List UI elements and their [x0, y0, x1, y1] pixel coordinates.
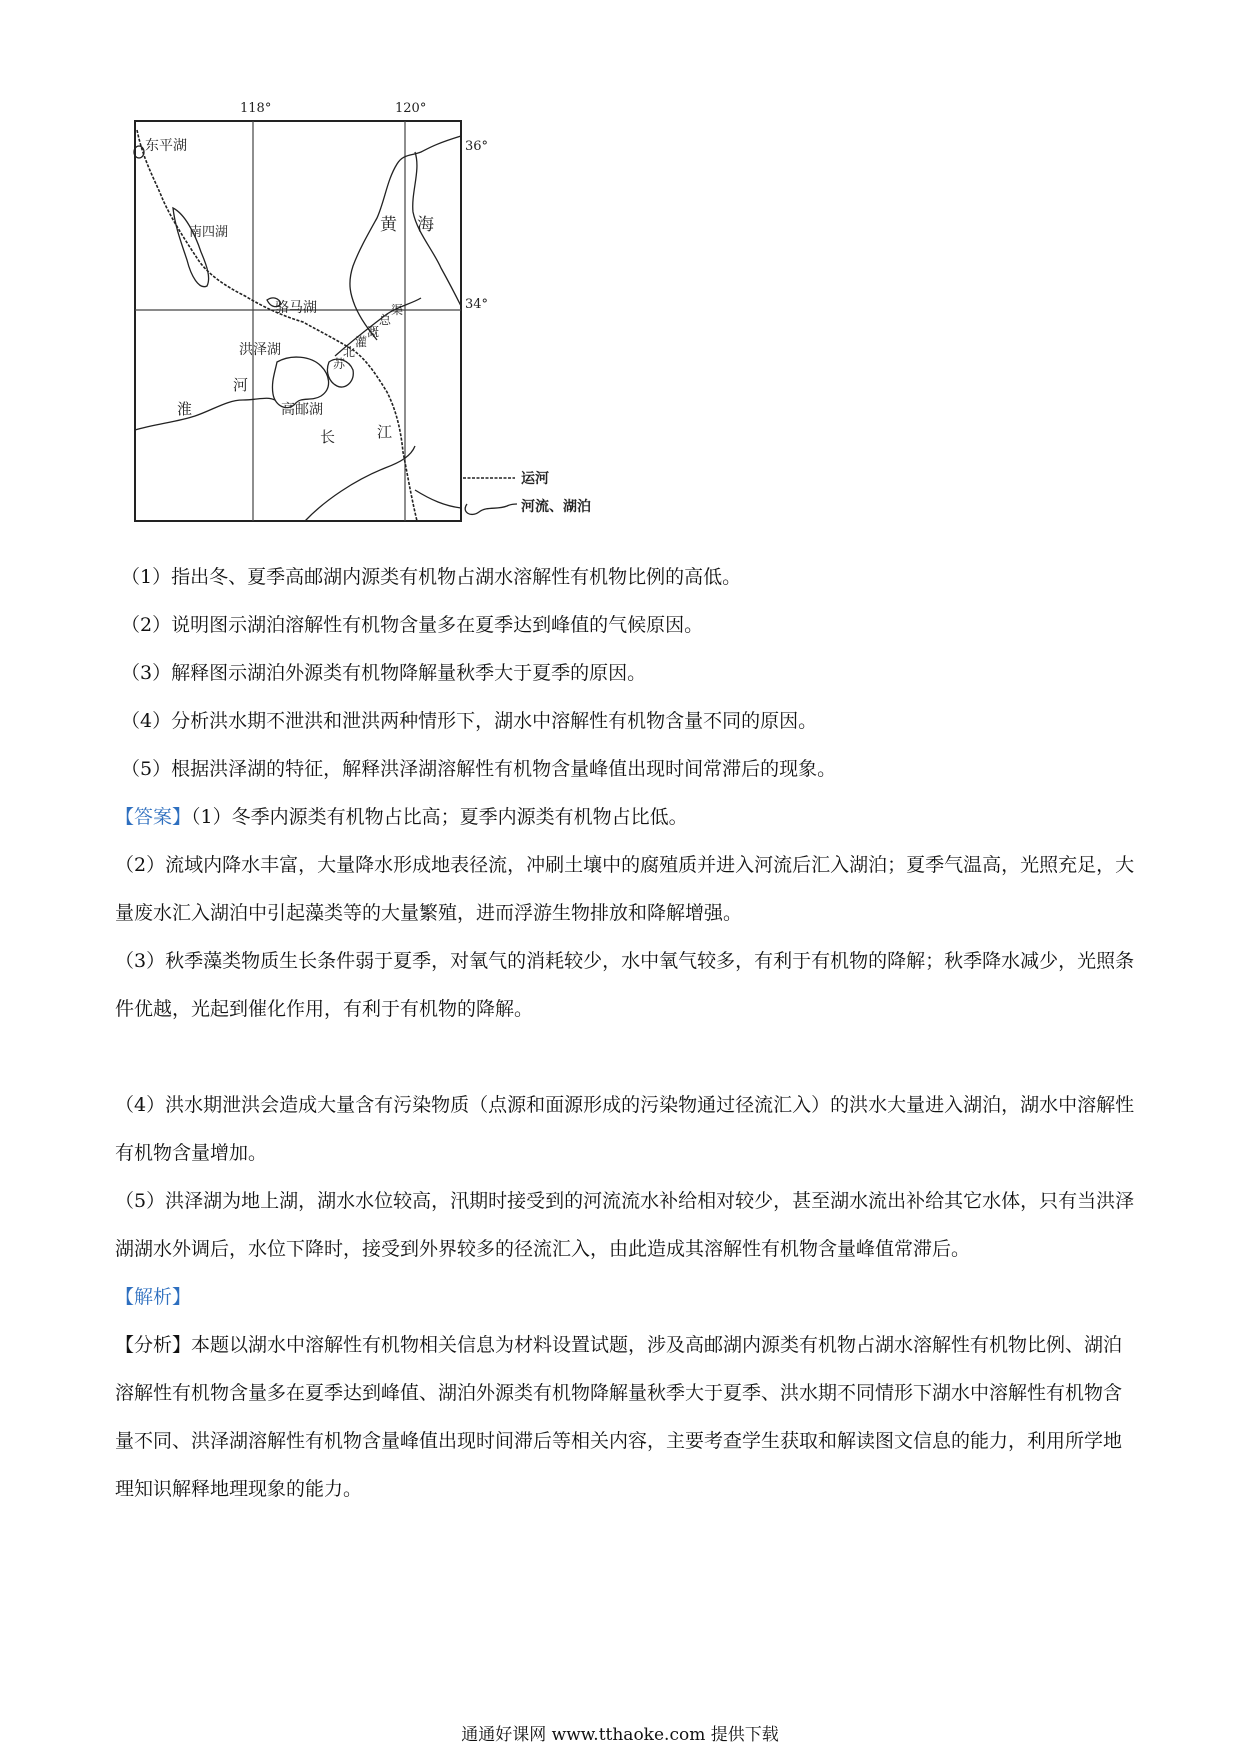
yangtze-river	[305, 446, 415, 521]
question-5: （5）根据洪泽湖的特征，解释洪泽湖溶解性有机物含量峰值出现时间常滞后的现象。	[121, 758, 837, 780]
label-hai: 海	[417, 215, 434, 235]
answer-5: （5）洪泽湖为地上湖，湖水水位较高，汛期时接受到的河流流水补给相对较少，甚至湖水流出补给其它水体，只有当洪泽湖湖水外调后，水位下降时，接受到外界较多的径流汇入，由此造成其溶解性有机物含量峰值常滞后。	[115, 1190, 1135, 1260]
label-nansi: 南四湖	[189, 225, 229, 240]
analysis-tag: 【解析】	[115, 1286, 192, 1308]
fenxi-text: 本题以湖水中溶解性有机物相关信息为材料设置试题，涉及高邮湖内源类有机物占湖水溶解性有机物比例、湖泊溶解性有机物含量多在夏季达到峰值、湖泊外源类有机物降解量秋季大于夏季、洪水期不同情形下湖水中溶解性有机物含量不同、洪泽湖溶解性有机物含量峰值出现时间滞后等相关内容，主要考查学生获取和解读图文信息的能力，利用所学地理知识解释地理现象的能力。	[115, 1334, 1123, 1500]
label-huang: 黄	[380, 215, 397, 235]
lat-label-36: 36°	[465, 139, 489, 154]
question-1: （1）指出冬、夏季高邮湖内源类有机物占湖水溶解性有机物比例的高低。	[121, 566, 742, 588]
lat-label-34: 34°	[465, 297, 489, 312]
fenxi-tag: 【分析】	[115, 1334, 192, 1356]
label-chang: 长	[320, 428, 336, 446]
answer-3: （3）秋季藻类物质生长条件弱于夏季，对氧气的消耗较少，水中氧气较多，有利于有机物的降解；秋季降水减少，光照条件优越，光起到催化作用，有利于有机物的降解。	[115, 950, 1135, 1020]
analysis-paragraph	[115, 1321, 1135, 1513]
huai-river	[135, 398, 275, 430]
legend-canal-label: 运河	[521, 471, 549, 487]
label-luoma: 骆马湖	[275, 300, 317, 316]
answer-2: （2）流域内降水丰富，大量降水形成地表径流，冲刷土壤中的腐殖质并进入河流后汇入湖泊；夏季气温高，光照充足，大量废水汇入湖泊中引起藻类等的大量繁殖，进而浮游生物排放和降解增强。	[115, 854, 1135, 924]
lake-nansi	[173, 208, 209, 287]
label-bei: 北	[343, 345, 356, 359]
label-zong: 总	[379, 313, 392, 327]
blank-line	[115, 1033, 1135, 1081]
label-jiang: 江	[377, 423, 393, 441]
map-figure	[115, 100, 690, 540]
label-gaoyou: 高邮湖	[281, 402, 323, 418]
answer-4: （4）洪水期泄洪会造成大量含有污染物质（点源和面源形成的污染物通过径流汇入）的洪水大量进入湖泊，湖水中溶解性有机物含量增加。	[115, 1094, 1135, 1164]
question-4: （4）分析洪水期不泄洪和泄洪两种情形下，湖水中溶解性有机物含量不同的原因。	[121, 710, 818, 732]
question-2: （2）说明图示湖泊溶解性有机物含量多在夏季达到峰值的气候原因。	[121, 614, 704, 636]
document-body	[115, 553, 1135, 1513]
lake-hongze	[272, 357, 328, 408]
label-guan: 灌	[355, 335, 368, 349]
answer-1: （1）冬季内源类有机物占比高；夏季内源类有机物占比低。	[191, 806, 688, 828]
answer-tag: 【答案】	[115, 806, 192, 828]
answer-1-line	[115, 793, 1135, 841]
lon-label-118: 118°	[240, 101, 272, 116]
label-dongping: 东平湖	[145, 138, 187, 154]
page-footer: 通通好课网 www.tthaoke.com 提供下载	[461, 1725, 779, 1745]
label-he: 河	[233, 376, 249, 394]
legend-river-icon	[465, 504, 517, 514]
label-huai: 淮	[177, 400, 193, 418]
lon-label-120: 120°	[395, 101, 427, 116]
label-hongze: 洪泽湖	[239, 342, 281, 358]
analysis-heading	[115, 1273, 1135, 1321]
legend-river-label: 河流、湖泊	[521, 499, 591, 515]
label-qu: 渠	[391, 303, 404, 317]
label-su: 苏	[333, 357, 346, 371]
yangtze-mouth	[415, 490, 461, 508]
question-3: （3）解释图示湖泊外源类有机物降解量秋季大于夏季的原因。	[121, 662, 647, 684]
label-gai: 溉	[367, 325, 380, 339]
